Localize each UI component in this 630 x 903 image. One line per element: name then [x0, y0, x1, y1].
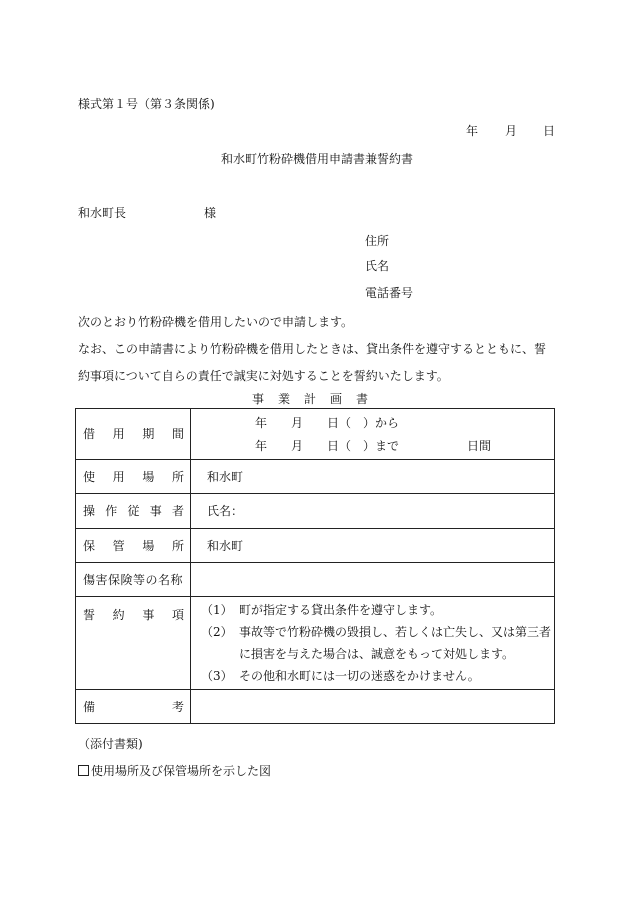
plan-title-char: 業	[277, 392, 290, 406]
plan-title-char: 画	[329, 392, 342, 406]
period-row	[76, 409, 555, 460]
label-char: 使	[83, 469, 96, 484]
document-title: 和水町竹粉砕機借用申請書兼誓約書	[221, 152, 414, 166]
pledge-item	[191, 599, 554, 621]
period-label	[83, 428, 184, 440]
pledge-item-text: 事故等で竹粉砕機の毀損し、若しくは亡失し、又は第三者	[239, 625, 552, 639]
date-line	[466, 125, 555, 137]
insurance-label: 傷害保険等の名称	[83, 572, 184, 587]
label-char: 事	[149, 504, 162, 518]
intro-line-3: 約事項について自らの責任で誠実に対処することを誓約いたします。	[78, 369, 449, 383]
pledge-item-number: （3）	[201, 669, 233, 683]
label-char: 操	[83, 504, 96, 518]
intro-line-1: 次のとおり竹粉砕機を借用したいので申請します。	[78, 315, 354, 329]
period-from	[191, 411, 554, 434]
label-char: 借	[83, 427, 96, 441]
label-char: 事	[142, 608, 155, 622]
label-char: 保	[83, 538, 96, 553]
label-char: 考	[171, 699, 184, 714]
label-char: 管	[112, 538, 125, 553]
pledge-label	[83, 609, 184, 621]
remarks-label	[83, 701, 184, 713]
insurance-value[interactable]	[191, 563, 555, 597]
pledge-items	[191, 597, 555, 690]
attachment-item	[78, 765, 271, 777]
storage-label	[83, 540, 184, 552]
label-char: 用	[112, 469, 125, 484]
label-char: 用	[112, 427, 125, 441]
label-char: 所	[171, 538, 184, 553]
label-char: 期	[142, 427, 155, 441]
pledge-item-text: その他和水町には一切の迷惑をかけません。	[239, 669, 480, 683]
pledge-item	[191, 621, 554, 643]
storage-value[interactable]: 和水町	[191, 529, 555, 563]
to-month: 月	[291, 438, 304, 453]
pledge-row	[76, 597, 555, 690]
date-year: 年	[466, 124, 479, 138]
remarks-value[interactable]	[191, 690, 555, 724]
plan-title-char: 書	[355, 392, 368, 406]
pledge-item-continuation	[191, 643, 554, 665]
to-days: 日間	[467, 438, 492, 453]
label-char: 誓	[83, 608, 96, 622]
to-year: 年	[255, 438, 268, 453]
date-month: 月	[505, 124, 518, 138]
pledge-item	[191, 665, 554, 687]
from-year: 年	[255, 415, 268, 430]
label-char: 場	[142, 538, 155, 553]
label-char: 項	[171, 608, 184, 622]
addressee-name: 和水町長	[78, 206, 127, 220]
label-char: 場	[142, 469, 155, 484]
form-number: 様式第１号（第３条関係)	[78, 97, 215, 111]
applicant-address-label: 住所	[365, 234, 390, 248]
attachment-checkbox[interactable]	[78, 765, 89, 776]
period-label-cell	[76, 409, 191, 460]
pledge-item-number: （2）	[201, 625, 233, 639]
operator-row	[76, 494, 555, 529]
location-value[interactable]: 和水町	[191, 460, 555, 494]
pledge-item-text: に損害を与えた場合は、誠意をもって対処します。	[239, 647, 515, 661]
label-char: 作	[105, 504, 118, 518]
addressee-honorific: 様	[204, 206, 217, 220]
operator-label	[83, 505, 184, 517]
date-day: 日	[543, 124, 556, 138]
plan-title-char: 計	[303, 392, 316, 406]
plan-table	[75, 408, 555, 724]
label-char: 従	[127, 504, 140, 518]
location-label	[83, 471, 184, 483]
label-char: 者	[171, 504, 184, 518]
to-day: 日（ ）まで	[327, 438, 400, 453]
operator-value[interactable]: 氏名：	[191, 494, 555, 529]
pledge-item-number: （1）	[201, 603, 233, 617]
label-char: 所	[171, 469, 184, 484]
pledge-item-text: 町が指定する貸出条件を遵守します。	[239, 603, 443, 617]
intro-line-2: なお、この申請書により竹粉砕機を借用したときは、貸出条件を遵守するとともに、誓	[78, 342, 547, 356]
period-value-cell[interactable]	[191, 409, 555, 460]
plan-title	[252, 393, 368, 405]
label-char: 備	[83, 699, 96, 714]
storage-row	[76, 529, 555, 563]
label-char: 間	[171, 427, 184, 441]
from-month: 月	[291, 415, 304, 430]
applicant-name-label: 氏名	[365, 259, 390, 273]
from-day: 日（ ）から	[327, 415, 400, 430]
label-char: 約	[112, 608, 125, 622]
insurance-row	[76, 563, 555, 597]
plan-title-char: 事	[252, 392, 265, 406]
remarks-row	[76, 690, 555, 724]
attachment-item-label: 使用場所及び保管場所を示した図	[91, 764, 272, 778]
applicant-phone-label: 電話番号	[365, 286, 414, 300]
location-row	[76, 460, 555, 494]
attachments-heading: （添付書類)	[78, 737, 143, 751]
period-to	[191, 434, 554, 457]
